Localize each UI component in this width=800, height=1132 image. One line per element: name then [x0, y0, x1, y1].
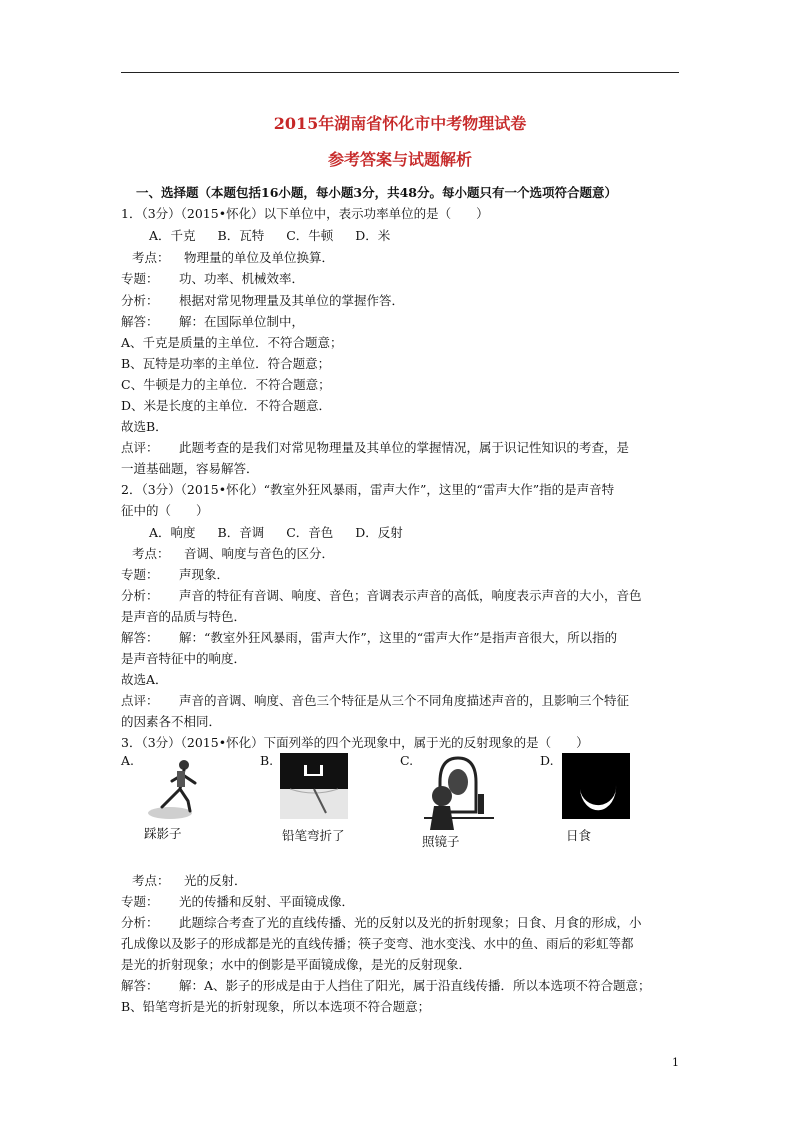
fenxi-text: 根据对常见物理量及其单位的掌握作答． — [179, 293, 405, 308]
q3-fenxi-cont1: 孔成像以及影子的形成都是光的直线传播；筷子变弯、池水变浅、水中的鱼、雨后的彩虹等都 — [121, 936, 634, 951]
q1-zhuanti — [121, 270, 304, 288]
q1-option-c: C．牛顿 — [286, 228, 334, 243]
zhuanti-label: 专题： — [121, 567, 159, 582]
kaodian-text: 音调、响度与音色的区分． — [184, 546, 335, 561]
kaodian-label: 考点： — [132, 873, 170, 888]
q1-line-d: D、米是长度的主单位．不符合题意． — [121, 398, 332, 413]
q1-kaodian — [132, 249, 334, 267]
zhuanti-label: 专题： — [121, 271, 159, 286]
q2-jieda-cont: 是声音特征中的响度． — [121, 651, 247, 666]
q3-option-d-letter: D. — [540, 753, 554, 768]
fenxi-text: 声音的特征有音调、响度、音色；音调表示声音的高低，响度表示声音的大小，音色 — [179, 588, 642, 603]
kaodian-label: 考点： — [132, 250, 170, 265]
q1-answer: 故选B． — [121, 419, 168, 434]
q2-dianping — [121, 692, 629, 710]
q2-stem: 2．（3分）（2015•怀化）“教室外狂风暴雨，雷声大作”，这里的“雷声大作”指的是声音特 — [121, 482, 615, 497]
jieda-label: 解答： — [121, 314, 159, 329]
q3-caption-d: 日食 — [566, 828, 592, 843]
q1-line-c: C、牛顿是力的主单位．不符合题意； — [121, 377, 331, 392]
fenxi-label: 分析： — [121, 588, 159, 603]
jieda-text: 解：“教室外狂风暴雨，雷声大作”，这里的“雷声大作”是指声音很大，所以指的 — [179, 630, 618, 645]
q3-caption-c: 照镜子 — [422, 834, 460, 849]
q1-option-b: B．瓦特 — [217, 228, 265, 243]
document-title: 2015年湖南省怀化市中考物理试卷 — [273, 114, 527, 133]
q3-zhuanti — [121, 893, 354, 911]
q3-caption-a: 踩影子 — [144, 826, 182, 841]
document-subtitle: 参考答案与试题解析 — [327, 150, 472, 169]
q2-answer: 故选A． — [121, 672, 168, 687]
dianping-label: 点评： — [121, 440, 159, 455]
q2-jieda — [121, 629, 617, 647]
q3-jieda-cont: B、铅笔弯折是光的折射现象，所以本选项不符合题意； — [121, 999, 431, 1014]
section-heading: 一、选择题（本题包括16小题，每小题3分，共48分。每小题只有一个选项符合题意） — [136, 185, 617, 200]
kaodian-text: 物理量的单位及单位换算． — [184, 250, 335, 265]
q2-dianping-cont: 的因素各不相同． — [121, 714, 222, 729]
q1-options — [149, 227, 408, 245]
dianping-label: 点评： — [121, 693, 159, 708]
q3-fenxi-cont2: 是光的折射现象；水中的倒影是平面镜成像，是光的反射现象． — [121, 957, 472, 972]
q2-option-a: A．响度 — [149, 525, 196, 540]
q2-zhuanti — [121, 566, 229, 584]
fenxi-label: 分析： — [121, 293, 159, 308]
q3-fenxi — [121, 914, 642, 932]
figure-bent-pencil — [280, 753, 348, 819]
q2-fenxi-cont: 是声音的品质与特色． — [121, 609, 247, 624]
q2-option-b: B．音调 — [217, 525, 265, 540]
jieda-text: 解：在国际单位制中， — [179, 314, 305, 329]
q3-option-a-letter: A. — [121, 753, 135, 768]
q1-line-b: B、瓦特是功率的主单位．符合题意； — [121, 356, 331, 371]
zhuanti-text: 光的传播和反射、平面镜成像． — [179, 894, 355, 909]
q2-options — [149, 524, 421, 542]
q2-option-c: C．音色 — [286, 525, 334, 540]
q1-jieda — [121, 313, 304, 331]
q3-option-b-letter: B. — [260, 753, 274, 768]
jieda-text: 解：A、影子的形成是由于人挡住了阳光，属于沿直线传播．所以本选项不符合题意； — [179, 978, 651, 993]
q1-dianping-cont: 一道基础题，容易解答． — [121, 461, 259, 476]
zhuanti-text: 声现象． — [179, 567, 230, 582]
figure-shadow-stepping — [140, 755, 220, 823]
q1-dianping — [121, 439, 629, 457]
q2-stem-cont: 征中的（ ） — [121, 503, 209, 518]
q2-fenxi — [121, 587, 642, 605]
dianping-text: 声音的音调、响度、音色三个特征是从三个不同角度描述声音的，且影响三个特征 — [179, 693, 630, 708]
jieda-label: 解答： — [121, 630, 159, 645]
kaodian-label: 考点： — [132, 546, 170, 561]
q1-fenxi — [121, 292, 404, 310]
q3-jieda — [121, 977, 651, 995]
zhuanti-text: 功、功率、机械效率． — [179, 271, 305, 286]
fenxi-label: 分析： — [121, 915, 159, 930]
q3-stem: 3．（3分）（2015•怀化）下面列举的四个光现象中，属于光的反射现象的是（ ） — [121, 735, 589, 750]
q1-line-a: A、千克是质量的主单位．不符合题意； — [121, 335, 343, 350]
q3-caption-b: 铅笔弯折了 — [282, 828, 345, 843]
q2-kaodian — [132, 545, 334, 563]
dianping-text: 此题考查的是我们对常见物理量及其单位的掌握情况，属于识记性知识的考查，是 — [179, 440, 630, 455]
page-number: 1 — [672, 1056, 679, 1069]
figure-mirror — [420, 752, 498, 830]
zhuanti-label: 专题： — [121, 894, 159, 909]
q2-option-d: D．反射 — [355, 525, 403, 540]
fenxi-text: 此题综合考查了光的直线传播、光的反射以及光的折射现象；日食、月食的形成，小 — [179, 915, 642, 930]
q1-option-d: D．米 — [355, 228, 391, 243]
header-rule — [121, 72, 679, 73]
q3-kaodian — [132, 872, 247, 890]
q3-option-c-letter: C. — [400, 753, 414, 768]
kaodian-text: 光的反射． — [184, 873, 247, 888]
q1-stem: 1．（3分）（2015•怀化）以下单位中，表示功率单位的是（ ） — [121, 206, 489, 221]
figure-eclipse — [562, 753, 630, 819]
jieda-label: 解答： — [121, 978, 159, 993]
q1-option-a: A．千克 — [149, 228, 196, 243]
